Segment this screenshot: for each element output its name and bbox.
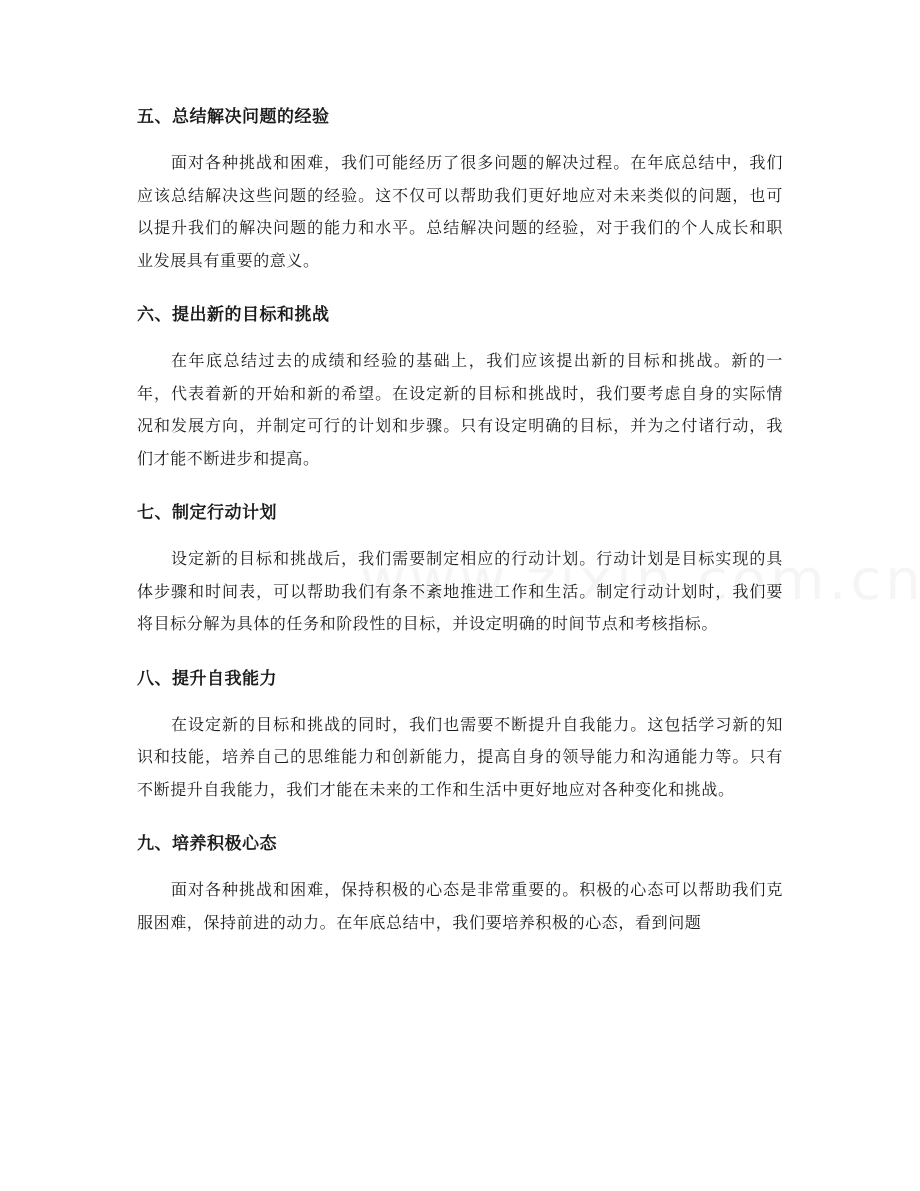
section-paragraph: 面对各种挑战和困难，保持积极的心态是非常重要的。积极的心态可以帮助我们克服困难，保持前进的动力。在年底总结中，我们要培养积极的心态，看到问题 <box>137 880 783 932</box>
section-heading: 九、培养积极心态 <box>137 834 277 854</box>
section-paragraph: 面对各种挑战和困难，我们可能经历了很多问题的解决过程。在年底总结中，我们应该总结解决这些问题的经验。这不仅可以帮助我们更好地应对未来类似的问题，也可以提升我们的解决问题的能力和水平。总结解决问题的经验，对于我们的个人成长和职业发展具有重要的意义。 <box>137 153 783 270</box>
section-heading: 六、提出新的目标和挑战 <box>137 305 330 325</box>
section-7 <box>137 500 783 641</box>
section-heading: 七、制定行动计划 <box>137 503 277 523</box>
section-heading: 八、提升自我能力 <box>137 668 277 689</box>
section-9 <box>137 831 783 939</box>
section-paragraph: 设定新的目标和挑战后，我们需要制定相应的行动计划。行动计划是目标实现的具体步骤和时间表，可以帮助我们有条不紊地推进工作和生活。制定行动计划时，我们要将目标分解为具体的任务和阶段性的目标，并设定明确的时间节点和考核指标。 <box>137 549 783 633</box>
section-8 <box>137 666 783 807</box>
document-body <box>137 104 783 939</box>
section-paragraph: 在年底总结过去的成绩和经验的基础上，我们应该提出新的目标和挑战。新的一年，代表着新的开始和新的希望。在设定新的目标和挑战时，我们要考虑自身的实际情况和发展方向，并制定可行的计划和步骤。只有设定明确的目标，并为之付诸行动，我们才能不断进步和提高。 <box>137 351 783 468</box>
section-paragraph: 在设定新的目标和挑战的同时，我们也需要不断提升自我能力。这包括学习新的知识和技能，培养自己的思维能力和创新能力，提高自身的领导能力和沟通能力等。只有不断提升自我能力，我们才能在未来的工作和生活中更好地应对各种变化和挑战。 <box>137 714 783 799</box>
section-heading: 五、总结解决问题的经验 <box>137 107 330 127</box>
section-6 <box>137 302 783 475</box>
section-5 <box>137 104 783 277</box>
